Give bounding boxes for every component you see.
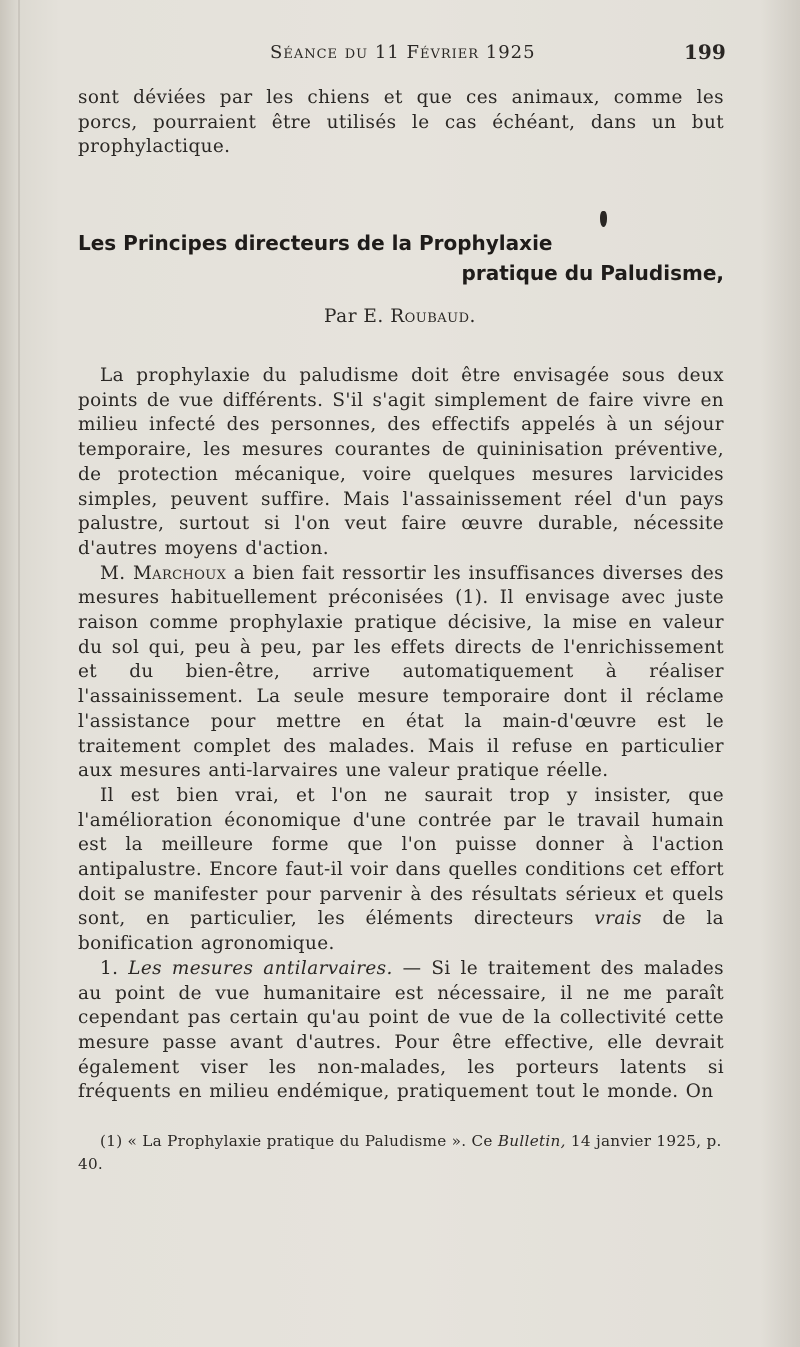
paragraph-3 (78, 784, 724, 957)
author-prefix: Par E. (324, 306, 391, 327)
footnote-text-after: 14 janvier 1925, p. 40. (78, 1132, 722, 1173)
article-title-line-1: Les Principes directeurs de la Prophylaxie (78, 231, 553, 255)
footnote-journal: Bulletin, (497, 1132, 566, 1150)
page-binding-shadow (18, 0, 20, 1347)
section-number: 1. (100, 957, 129, 979)
paragraph-4-text: — Si le traitement des malades au point de vue humanitaire est nécessaire, il ne me paraît cependant pas certain qu'au point de vue de la collectivité cette mesure passe avant d'autres. Pour être effective, elle devrait également viser les non-malades, les porteurs latents si fréquents en milieu endémique, pratiquement tout le monde. On (78, 957, 724, 1103)
paragraph-3-text-after: de la bonification agronomique. (78, 908, 724, 955)
ink-spot (600, 211, 607, 227)
paragraph-2-text: a bien fait ressortir les insuffisances diverses des mesures habituellement préconisées (1). Il envisage avec juste raison comme prophylaxie pratique décisive, la mise en valeur du sol qui, peu à peu, par les effets directs de l'enrichissement et du bien-être, arrive automatiquement à réaliser l'assainissement. La seule mesure temporaire dont il réclame l'assistance pour mettre en état la main-d'œuvre est le traitement complet des malades. Mais il refuse en particulier aux mesures anti-larvaires une valeur pratique réelle. (78, 562, 724, 782)
footnote (78, 1130, 724, 1176)
running-title: Séance du 11 Février 1925 (270, 42, 536, 63)
footnote-text-before: (1) « La Prophylaxie pratique du Paludisme ». Ce (100, 1132, 498, 1150)
running-header (0, 38, 800, 68)
paragraph-2 (78, 562, 724, 784)
paragraph-3-text-before: Il est bien vrai, et l'on ne saurait trop y insister, que l'amélioration économique d'une contrée par le travail humain est la meilleure forme que l'on puisse donner à l'action antipalustre. Encore faut-il voir dans quelles conditions cet effort doit se manifester pour parvenir à des résultats sérieux et quels sont, en particulier, les éléments directeurs (78, 784, 724, 930)
section-heading: Les mesures antilarvaires. (128, 957, 393, 979)
paragraph-4 (78, 957, 724, 1105)
author-name: Roubaud. (390, 306, 476, 327)
article-title-line-2: pratique du Paludisme, (461, 261, 724, 285)
article-author (0, 306, 800, 327)
article-body (78, 364, 724, 1105)
paragraph-1: La prophylaxie du paludisme doit être envisagée sous deux points de vue différents. S'il s'agit simplement de faire vivre en milieu infecté des personnes, des effectifs appelés à un séjour temporaire, les mesures courantes de quininisation préventive, de protection mécanique, voire quelques mesures larvicides simples, peuvent suffire. Mais l'assainissement réel d'un pays palustre, surtout si l'on veut faire œuvre durable, nécessite d'autres moyens d'action. (78, 365, 724, 559)
paragraph-2-prefix: M. (100, 562, 133, 584)
intro-text-block (78, 86, 724, 160)
intro-paragraph: sont déviées par les chiens et que ces animaux, comme les porcs, pourraient être utilisés le cas échéant, dans un but prophylactique. (78, 87, 724, 158)
cited-author-name: Marchoux (132, 562, 227, 584)
article-title (78, 228, 724, 288)
page-number: 199 (684, 40, 726, 64)
paragraph-3-emphasis: vrais (594, 908, 642, 930)
